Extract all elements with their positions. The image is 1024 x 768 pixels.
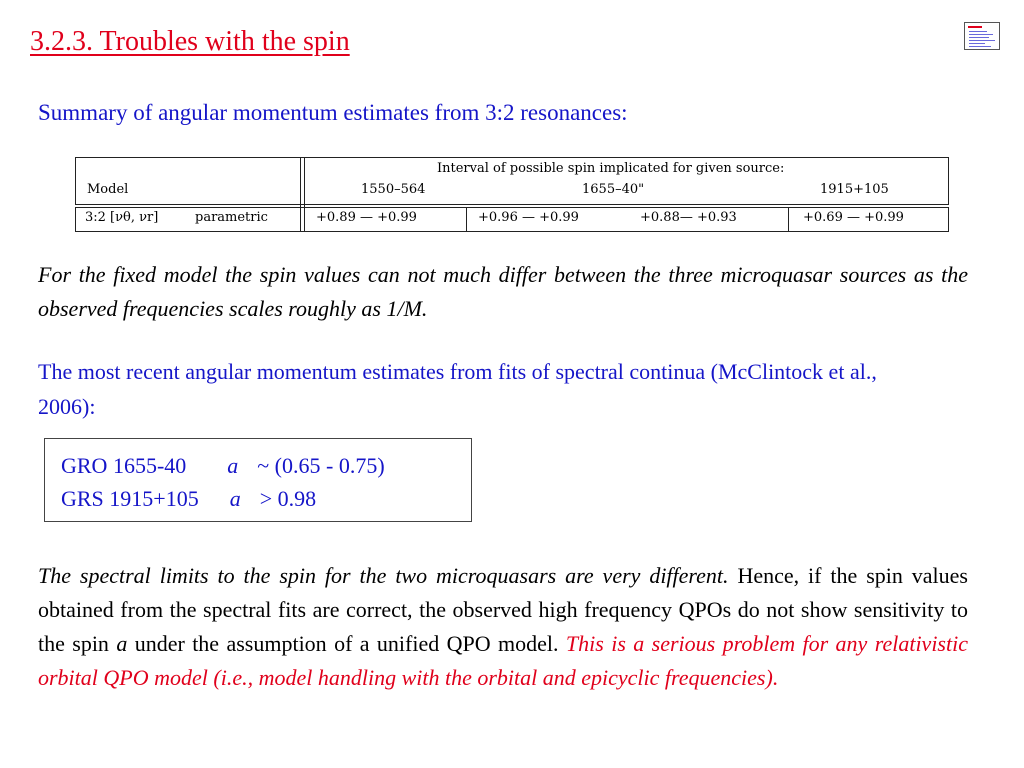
spin-relation: > 0.98 (259, 486, 317, 511)
slide-thumbnail-icon (964, 22, 1000, 50)
table-header-span: Interval of possible spin implicated for given source: (437, 161, 785, 176)
table-header-source-2: 1655–40" (582, 182, 645, 197)
table-cell-value-1: +0.89 — +0.99 (316, 210, 417, 225)
conclusion-italic: The spectral limits to the spin for the two microquasars are very different. (38, 563, 729, 588)
spin-symbol: a (116, 631, 128, 656)
spin-row-grs (61, 486, 316, 512)
spin-interval-table (75, 157, 949, 232)
conclusion-text-2: under the assumption of a unified QPO model. (127, 631, 566, 656)
spin-relation: ~ (0.65 - 0.75) (257, 453, 385, 478)
table-header-model: Model (87, 182, 129, 197)
table-cell-value-3: +0.88— +0.93 (640, 210, 737, 225)
table-cell-value-2: +0.96 — +0.99 (478, 210, 579, 225)
conclusion-emphasis: This is a serious problem for any relativistic orbital QPO model (i.e., model handling with the orbital and epicyclic frequencies). (38, 631, 968, 690)
spin-row-gro (61, 453, 385, 479)
table-cell-variant: parametric (195, 210, 268, 225)
table-header-source-1: 1550–564 (361, 182, 426, 197)
recent-estimates-paragraph: The most recent angular momentum estimates from fits of spectral continua (McClintock et al., 2006): (38, 359, 877, 419)
spin-estimates-box (44, 438, 472, 522)
summary-heading: Summary of angular momentum estimates from 3:2 resonances: (38, 100, 628, 125)
conclusion-paragraph (38, 559, 968, 695)
page-title: 3.2.3. Troubles with the spin (30, 26, 350, 57)
conclusion-text-1: Hence, if the spin values obtained from the spectral fits are correct, the observed high frequency QPOs do not show sensitivity to the spin (38, 563, 968, 656)
fixed-model-paragraph: For the fixed model the spin values can not much differ between the three microquasar sources as the observed frequencies scales roughly as 1/M. (38, 262, 968, 321)
table-header-source-3: 1915+105 (820, 182, 889, 197)
spin-symbol: a (227, 453, 239, 478)
table-cell-value-4: +0.69 — +0.99 (803, 210, 904, 225)
source-name: GRS 1915+105 (61, 486, 199, 511)
table-cell-model: 3:2 [νθ, νr] (85, 210, 159, 225)
source-name: GRO 1655-40 (61, 453, 187, 478)
spin-symbol: a (229, 486, 241, 511)
